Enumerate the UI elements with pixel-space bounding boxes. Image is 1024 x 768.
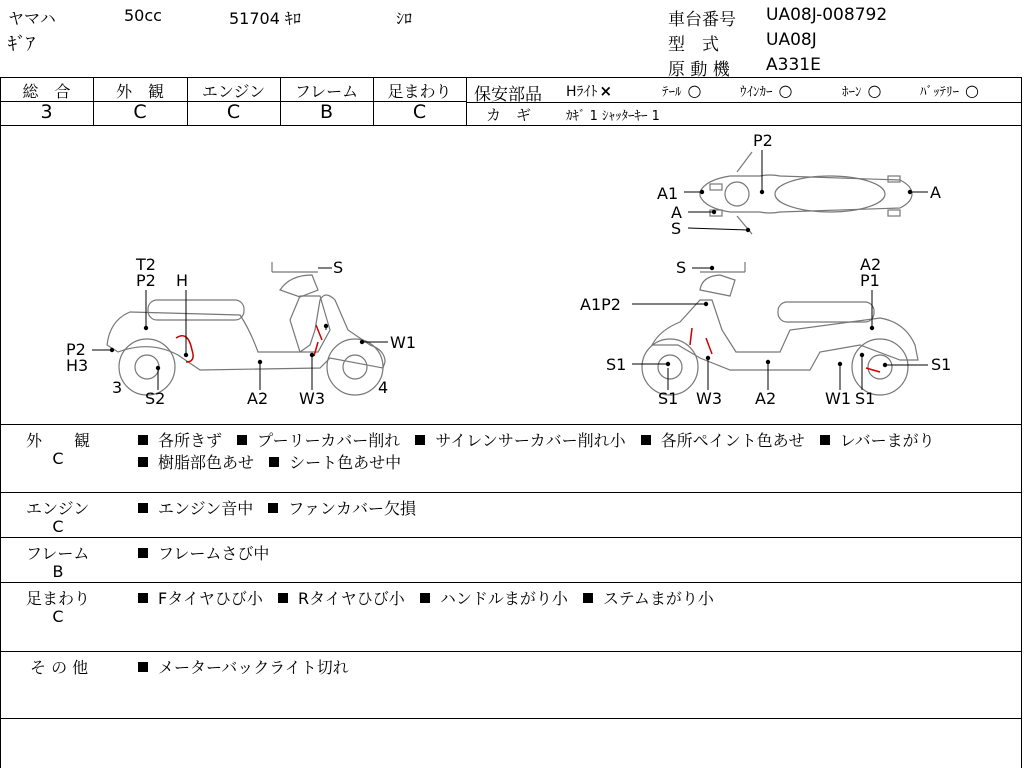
grade-frame: B [319, 101, 334, 123]
damage-diagram [0, 126, 1021, 423]
color: ｼﾛ [396, 9, 413, 28]
remark-items-other [138, 655, 359, 678]
label-A2: A2 [755, 389, 777, 408]
label-H3: H3 [66, 356, 89, 375]
safety-item-name: Hﾗｲﾄ [566, 84, 598, 100]
type-value: UA08J [766, 30, 817, 50]
grade-header-total: 総 合 [22, 82, 71, 101]
remark-category-engine: エンジン [26, 499, 90, 518]
grade-header-frame: フレーム [294, 82, 359, 101]
remark-item: Fタイヤひび小 [158, 589, 263, 608]
label-W1: W1 [825, 389, 851, 408]
remark-items-engine [138, 496, 426, 519]
safety-item-name: ﾎｰﾝ [842, 85, 862, 100]
remark-item: プーリーカバー削れ [257, 431, 401, 450]
type-label: 型 式 [668, 35, 719, 55]
bullet-square [138, 435, 148, 445]
safety-item-horn [842, 81, 881, 100]
remark-item: レバーまがり [839, 431, 935, 450]
bullet-square [641, 435, 651, 445]
label-S: S [333, 258, 344, 277]
key-value: ｶｷﾞ 1 ｼｬｯﾀｰｷｰ 1 [566, 109, 660, 124]
label-W1: W1 [390, 333, 416, 352]
label-A1: A1 [657, 184, 679, 203]
safety-item-mark: × [599, 82, 613, 100]
label-W3: W3 [696, 389, 722, 408]
remark-grade-frame: B [52, 562, 64, 581]
remark-items-frame [138, 541, 279, 564]
bullet-square [583, 593, 593, 603]
safety-item-mark: ○ [778, 81, 793, 100]
bullet-square [138, 457, 148, 467]
grade-header-exterior: 外 観 [115, 82, 164, 101]
remark-item: 各所ペイント色あせ [660, 431, 805, 450]
grade-header-suspension: 足まわり [387, 82, 452, 101]
remark-category-exterior: 外 観 [26, 431, 91, 450]
label-A2: A2 [247, 389, 269, 408]
displacement: 50cc [124, 6, 162, 25]
grade-total: 3 [40, 101, 53, 123]
safety-item-mark: ○ [867, 81, 882, 100]
label-P2: P2 [753, 131, 773, 150]
safety-item-mark: ○ [965, 81, 979, 100]
label-T2: T2 [136, 255, 156, 274]
remark-item: Rタイヤひび小 [297, 589, 405, 608]
remark-items-exterior [138, 428, 945, 451]
model-name: ｷﾞｱ [8, 34, 35, 55]
safety-item-name: ﾊﾞｯﾃﾘｰ [920, 85, 959, 100]
remark-item: 各所きず [158, 431, 223, 450]
maker: ヤマハ [8, 9, 56, 28]
label-A2: A2 [860, 255, 882, 274]
scooter-top-view [700, 152, 912, 234]
safety-item-headlight [566, 81, 612, 101]
label-S1: S1 [606, 355, 627, 374]
remark-category-suspension: 足まわり [26, 589, 91, 608]
remark-item: ハンドルまがり小 [439, 589, 568, 608]
label-S: S [676, 258, 687, 277]
bullet-square [237, 435, 247, 445]
remark-grade-engine: C [52, 517, 64, 536]
remark-items-suspension [138, 586, 724, 609]
remark-item: シート色あせ中 [289, 453, 402, 472]
remark-category-other: そ の 他 [30, 658, 89, 677]
bullet-square [138, 662, 148, 672]
label-P1: P1 [860, 271, 880, 290]
remark-grade-suspension: C [52, 607, 64, 626]
frame-no: UA08J-008792 [766, 5, 888, 25]
grade-suspension: C [412, 101, 427, 123]
grade-header-engine: エンジン [201, 82, 266, 101]
bullet-square [138, 548, 148, 558]
safety-item-battery [920, 81, 979, 100]
remark-item: ステムまがり小 [603, 589, 714, 608]
remark-grade-exterior: C [52, 449, 64, 468]
label-W3: W3 [299, 389, 325, 408]
engine-value: A331E [766, 55, 821, 75]
grade-engine: C [226, 101, 241, 123]
safety-item-mark: ○ [687, 81, 702, 100]
remark-category-frame: フレーム [26, 544, 90, 563]
label-S2: S2 [145, 389, 166, 408]
label-3: 3 [112, 378, 123, 397]
bullet-square [415, 435, 425, 445]
bullet-square [420, 593, 430, 603]
mileage: 51704 ｷﾛ [229, 9, 301, 28]
label-S1: S1 [658, 389, 679, 408]
safety-item-winker [740, 81, 792, 100]
bullet-square [268, 503, 278, 513]
label-P2: P2 [136, 271, 156, 290]
remark-item: エンジン音中 [158, 499, 254, 518]
bullet-square [138, 503, 148, 513]
key-label: カ ギ [486, 106, 532, 124]
remark-item: メーターバックライト切れ [158, 658, 349, 677]
bullet-square [138, 593, 148, 603]
label-A: A [930, 183, 941, 202]
remark-item: 樹脂部色あせ [158, 453, 255, 472]
remark-item: ファンカバー欠損 [288, 499, 416, 518]
remark-item: サイレンサーカバー削れ小 [435, 431, 626, 450]
remark-item: フレームさび中 [158, 544, 270, 563]
label-A1P2: A1P2 [580, 295, 621, 314]
frame-no-label: 車台番号 [668, 10, 736, 30]
remark-items-exterior-2 [138, 450, 411, 473]
safety-label: 保安部品 [474, 85, 542, 105]
bullet-square [269, 457, 279, 467]
safety-item-tail [662, 81, 701, 100]
label-H: H [176, 271, 189, 290]
engine-label: 原 動 機 [668, 60, 730, 80]
label-S: S [671, 219, 682, 238]
safety-item-name: ｳｲﾝｶｰ [740, 85, 773, 100]
grade-exterior: C [133, 101, 147, 123]
label-S1: S1 [931, 355, 952, 374]
label-4: 4 [378, 378, 389, 397]
bullet-square [278, 593, 288, 603]
safety-item-name: ﾃｰﾙ [662, 85, 682, 100]
label-P2: P2 [66, 340, 86, 359]
label-A: A [671, 203, 682, 222]
label-S1: S1 [855, 389, 876, 408]
bullet-square [820, 435, 830, 445]
